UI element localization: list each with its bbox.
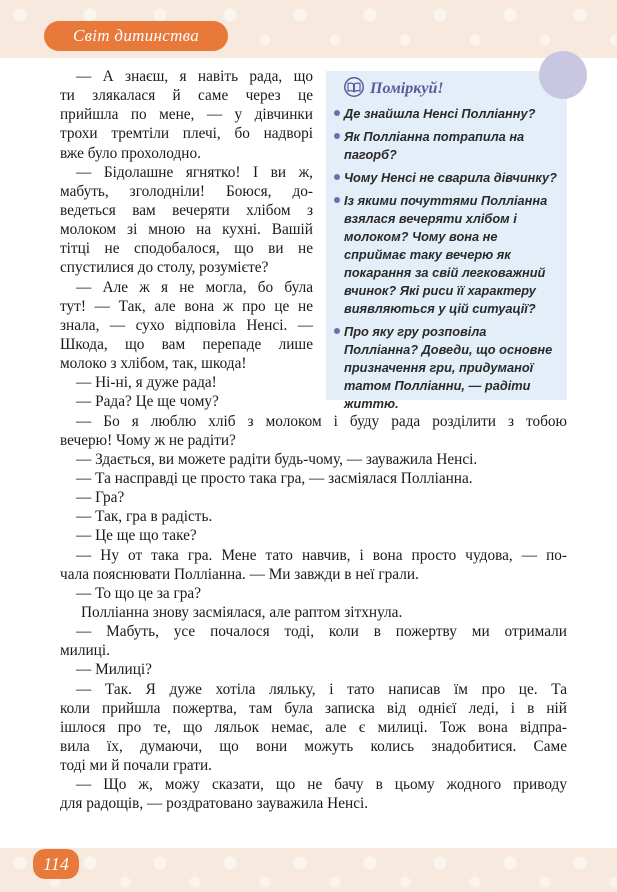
question-text: Із якими почуттями Полліанна взялася вечеряти хлібом і молоком? Чому вона не сприймає таку вечерю як покарання за свій легковажний вчинок? Які риси її характеру виявляються у цій ситуації?	[344, 193, 548, 316]
text-line: молоко з хлібом, так, шкода!	[60, 355, 247, 373]
text-line: коли прийшла пожертва, там була записка від однієї леді, і в ній	[60, 699, 567, 717]
story-text	[60, 67, 567, 813]
text-line: вечерю! Чому ж не радіти?	[60, 431, 236, 449]
text-line: тітці не сподобалося, що ви не	[60, 240, 313, 258]
text-line: Полліанна знову засміялася, але раптом зітхнула.	[81, 603, 403, 621]
text-line: Шкода, що вам перепаде лише	[60, 335, 313, 353]
think-box-title: Поміркуй!	[370, 80, 444, 97]
text-line: — Рада? Це ще чому?	[76, 393, 219, 411]
section-title-tab: Світ дитинства	[44, 21, 228, 51]
text-line: — Але ж я не могла, бо була	[76, 278, 313, 296]
text-line: ведеться вам вечеряти хлібом з	[60, 201, 313, 219]
text-line: прийшла по мене, — у дівчинки	[60, 106, 313, 124]
text-line: чала пояснювати Полліанна. — Ми завжди в неї грали.	[60, 565, 419, 583]
text-line: вила їх, думаючи, що вони можуть колись знадобитися. Саме	[60, 737, 567, 755]
text-line: мабуть, зголодніли! Боюся, до-	[60, 182, 313, 200]
text-line: знала, — сухо відповіла Ненсі. —	[60, 316, 313, 334]
text-line: ти злякалася й саме через це	[60, 87, 313, 105]
decorative-footer-band	[0, 848, 617, 892]
text-line: — Бідолашне ягнятко! І ви ж,	[76, 163, 313, 181]
text-line: — Милиці?	[76, 661, 152, 679]
question-text: Чому Ненсі не сварила дівчинку?	[344, 170, 557, 185]
text-line: для радощів, — роздратовано зауважила Ненсі.	[60, 795, 369, 813]
text-line: — Так, гра в радість.	[76, 508, 213, 526]
text-line: — Гра?	[76, 489, 125, 507]
text-line: — Ні-ні, я дуже рада!	[76, 374, 217, 392]
text-line: — Це ще що таке?	[76, 527, 197, 545]
text-line: тут! — Так, але вона ж про це не	[60, 297, 313, 315]
text-line: милиці.	[60, 642, 110, 660]
text-line: — Бо я люблю хліб з молоком і буду рада розділити з тобою	[76, 412, 567, 430]
text-line: — Мабуть, усе почалося тоді, коли в пожертву ми отримали	[76, 623, 567, 641]
text-line: вже було прохолодно.	[60, 144, 201, 162]
question-text: Про яку гру розповіла Полліанна? Доведи, що основне призначення гри, придуманої татом Полліанни, — радіти життю.	[344, 324, 553, 411]
page-number-badge: 114	[33, 849, 79, 879]
text-line: — Ну от така гра. Мене тато навчив, і вона просто чудова, — по-	[76, 546, 567, 564]
text-line: ішлося про те, що ляльок немає, але є милиці. Тож вона відпра-	[60, 718, 567, 736]
text-line: спустилися до столу, розумієте?	[60, 259, 269, 277]
text-line: — Та насправді це просто така гра, — засміялася Полліанна.	[76, 469, 473, 487]
text-line: молоком зі мною на кухні. Вашій	[60, 221, 313, 239]
text-line: — Що ж, можу сказати, що не бачу в цьому жодного приводу	[76, 776, 567, 794]
text-line: тоді ми й почали грати.	[60, 757, 212, 775]
text-line: трохи тремтіли плечі, бо надворі	[60, 125, 313, 143]
text-line: — Здається, ви можете радіти будь-чому, — зауважила Ненсі.	[76, 450, 478, 468]
text-line: — То що це за гра?	[76, 584, 201, 602]
text-line: — Так. Я дуже хотіла ляльку, і тато написав їм про це. Та	[76, 680, 567, 698]
question-text: Як Полліанна потрапила на пагорб?	[344, 129, 525, 162]
text-line: — А знаєш, я навіть рада, що	[76, 68, 313, 85]
question-text: Де знайшла Ненсі Полліанну?	[344, 106, 536, 121]
